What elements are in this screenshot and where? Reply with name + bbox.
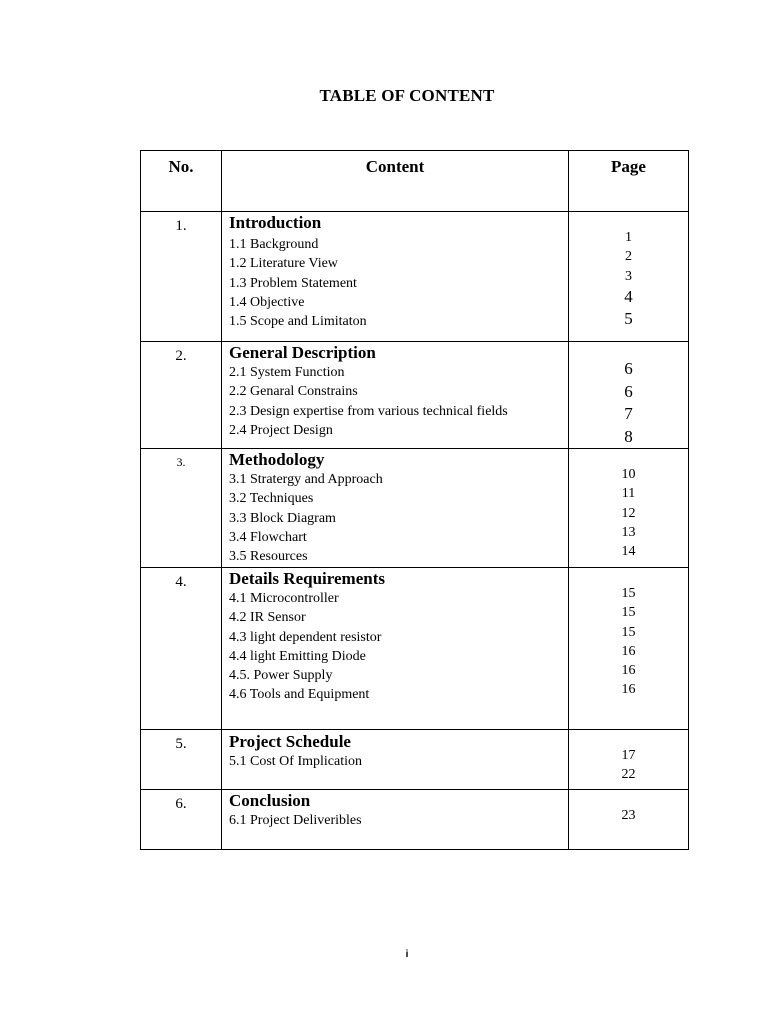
toc-item: 4.6 Tools and Equipment xyxy=(229,687,370,703)
section-number: 1. xyxy=(141,212,222,342)
page-number: 4 xyxy=(624,286,633,306)
section-title: General Description xyxy=(229,343,376,362)
page-number: 17 xyxy=(621,748,636,763)
toc-row-project-schedule xyxy=(141,730,689,790)
toc-item: 6.1 Project Deliveribles xyxy=(229,813,362,828)
toc-row-introduction xyxy=(141,212,689,342)
page-number: 6 xyxy=(624,359,633,378)
toc-item: 4.3 light dependent resistor xyxy=(229,629,382,645)
toc-item: 1.4 Objective xyxy=(229,294,305,310)
page-number: 15 xyxy=(621,605,636,621)
page-number: 2 xyxy=(625,249,632,265)
header-no: No. xyxy=(141,151,222,212)
section-pages xyxy=(569,342,689,449)
toc-item: 4.4 light Emitting Diode xyxy=(229,648,366,664)
page-number: 11 xyxy=(621,486,636,502)
section-number: 4. xyxy=(141,568,222,730)
page-number: 5 xyxy=(624,309,633,329)
page-number: 1 xyxy=(625,230,632,245)
page-number: 23 xyxy=(621,808,636,823)
header-page: Page xyxy=(569,151,689,212)
toc-header-row xyxy=(141,151,689,212)
header-content: Content xyxy=(222,151,569,212)
section-content xyxy=(222,790,569,850)
toc-row-conclusion xyxy=(141,790,689,850)
page-number: 7 xyxy=(624,404,633,423)
toc-item: 3.5 Resources xyxy=(229,549,308,565)
toc-item: 5.1 Cost Of Implication xyxy=(229,754,362,769)
page-title: TABLE OF CONTENT xyxy=(319,86,495,105)
page-number: 8 xyxy=(624,426,633,446)
page-number: 15 xyxy=(621,624,636,640)
page-number: 13 xyxy=(621,524,636,540)
toc-row-general-description xyxy=(141,342,689,449)
toc-item: 3.1 Stratergy and Approach xyxy=(229,472,383,487)
section-number: 6. xyxy=(141,790,222,850)
section-content xyxy=(222,342,569,449)
section-title: Introduction xyxy=(229,213,322,232)
page-footer-number: i xyxy=(405,949,409,960)
section-title: Methodology xyxy=(229,450,325,469)
toc-row-details-requirements xyxy=(141,568,689,730)
section-pages xyxy=(569,790,689,850)
page-number: 3 xyxy=(625,268,632,284)
toc-item: 2.3 Design expertise from various technical fields xyxy=(229,403,508,419)
section-pages xyxy=(569,212,689,342)
toc-item: 4.1 Microcontroller xyxy=(229,591,339,606)
section-pages xyxy=(569,730,689,790)
section-number: 2. xyxy=(141,342,222,449)
toc-item: 2.2 Genaral Constrains xyxy=(229,384,358,400)
page-number: 6 xyxy=(624,381,633,401)
section-number: 3. xyxy=(141,449,222,568)
page-number: 14 xyxy=(621,544,636,560)
toc-item: 1.2 Literature View xyxy=(229,256,338,272)
section-number: 5. xyxy=(141,730,222,790)
section-pages xyxy=(569,568,689,730)
toc-item: 3.2 Techniques xyxy=(229,491,314,507)
section-title: Conclusion xyxy=(229,791,311,810)
toc-item: 2.1 System Function xyxy=(229,365,345,380)
toc-item: 3.4 Flowchart xyxy=(229,529,307,545)
section-content xyxy=(222,212,569,342)
section-title: Project Schedule xyxy=(229,732,351,751)
page-number: 16 xyxy=(621,643,636,659)
page-number: 16 xyxy=(621,663,636,679)
page-number: 16 xyxy=(621,682,636,698)
toc-item: 1.1 Background xyxy=(229,237,319,252)
section-content xyxy=(222,730,569,790)
toc-item: 3.3 Block Diagram xyxy=(229,510,336,526)
page-number: 22 xyxy=(621,767,636,783)
section-pages xyxy=(569,449,689,568)
section-content xyxy=(222,449,569,568)
section-content xyxy=(222,568,569,730)
toc-item: 4.5. Power Supply xyxy=(229,668,333,684)
toc-table xyxy=(140,150,689,850)
toc-item: 1.3 Problem Statement xyxy=(229,275,357,291)
toc-row-methodology xyxy=(141,449,689,568)
toc-item: 1.5 Scope and Limitaton xyxy=(229,314,367,330)
section-title: Details Requirements xyxy=(229,569,385,588)
toc-item: 4.2 IR Sensor xyxy=(229,610,306,626)
page-number: 15 xyxy=(621,586,636,601)
page-number: 10 xyxy=(621,467,636,482)
toc-item: 2.4 Project Design xyxy=(229,422,333,438)
page-number: 12 xyxy=(621,505,636,521)
